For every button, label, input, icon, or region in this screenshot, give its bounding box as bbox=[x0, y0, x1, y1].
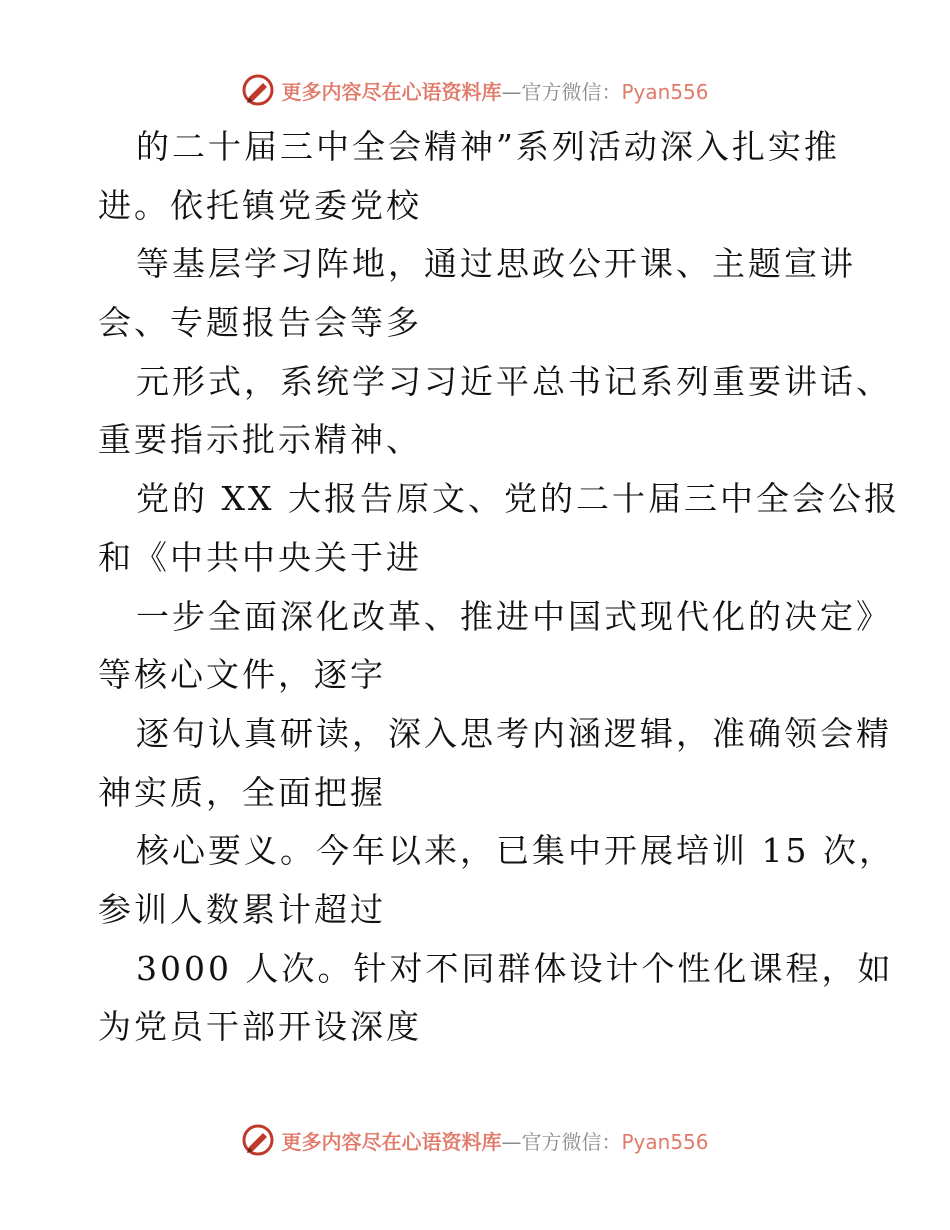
watermark-text: 更多内容尽在心语资料库—官方微信：Pyan556 bbox=[281, 79, 709, 104]
text-line: 元形式，系统学习习近平总书记系列重要讲话、 bbox=[136, 361, 892, 401]
footer-watermark bbox=[0, 1120, 950, 1160]
text-line: 进。依托镇党委党校 bbox=[98, 185, 422, 225]
header-watermark bbox=[0, 70, 950, 110]
text-line: 参训人数累计超过 bbox=[98, 889, 386, 929]
watermark-text: 更多内容尽在心语资料库—官方微信：Pyan556 bbox=[281, 1129, 709, 1154]
text-line: 3000 人次。针对不同群体设计个性化课程，如 bbox=[136, 948, 894, 988]
text-line: 神实质，全面把握 bbox=[98, 772, 386, 812]
text-line: 为党员干部开设深度 bbox=[98, 1007, 422, 1047]
text-line: 会、专题报告会等多 bbox=[98, 303, 422, 343]
text-line: 一步全面深化改革、推进中国式现代化的决定》 bbox=[136, 596, 892, 636]
text-line: 的二十届三中全会精神”系列活动深入扎实推 bbox=[136, 127, 840, 166]
text-line: 和《中共中央关于进 bbox=[98, 537, 422, 577]
text-line: 等核心文件，逐字 bbox=[98, 655, 386, 695]
text-line: 等基层学习阵地，通过思政公开课、主题宣讲 bbox=[136, 244, 856, 284]
pen-logo-icon bbox=[241, 73, 275, 107]
pen-logo-icon bbox=[241, 1123, 275, 1157]
document-body bbox=[98, 118, 900, 1057]
text-line: 逐句认真研读，深入思考内涵逻辑，准确领会精 bbox=[136, 713, 892, 753]
text-line: 党的 XX 大报告原文、党的二十届三中全会公报 bbox=[136, 479, 900, 519]
text-line: 重要指示批示精神、 bbox=[98, 420, 422, 460]
text-line: 核心要义。今年以来，已集中开展培训 15 次， bbox=[136, 831, 895, 871]
